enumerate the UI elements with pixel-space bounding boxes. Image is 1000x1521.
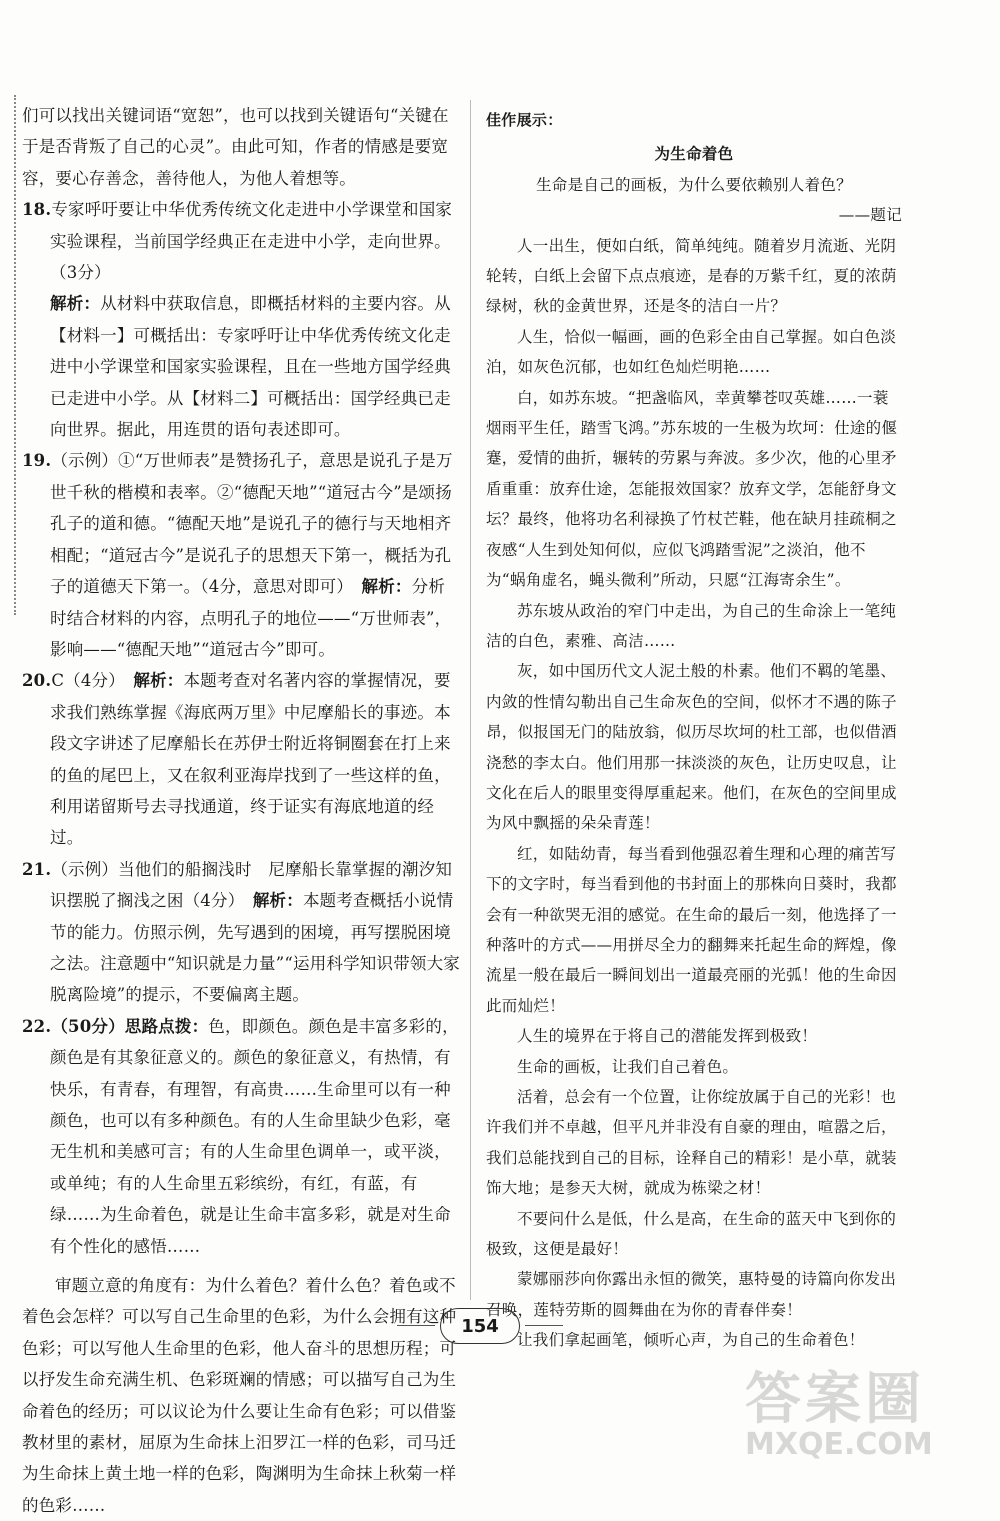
q18-analysis-text: 从材料中获取信息，即概括材料的主要内容。从【材料一】可概括出：专家呼吁让中华优秀传统文化走进中小学课堂和国家实验课程，且在一些地方国学经典已走进中小学。从【材料二】可概括出：国学经典已走向世界。据此，用连贯的语句表述即可。 bbox=[50, 294, 451, 440]
q19-label: 解析： bbox=[361, 577, 412, 597]
intro-paragraph: 们可以找出关键词语“宽恕”，也可以找到关键语句“关键在于是否背叛了自己的心灵”。由此可知，作者的情感是要宽容，要心存善念，善待他人，为他人着想等。 bbox=[22, 106, 449, 188]
q21-analysis-text: 本题考查概括小说情节的能力。仿照示例，先写遇到的困境，再写摆脱困境之法。注意题中“知识就是力量”“运用科学知识带领大家脱离险境”的提示，不要偏离主题。 bbox=[50, 891, 461, 1005]
epigraph-attribution: ——题记 bbox=[838, 206, 902, 225]
watermark-url: MXQE.COM bbox=[745, 1427, 933, 1462]
right-column bbox=[486, 105, 902, 1356]
q21-number: 21. bbox=[22, 859, 52, 879]
page-number: 154 bbox=[440, 1308, 520, 1344]
q18-number: 18. bbox=[22, 200, 52, 220]
q20-label: 解析： bbox=[133, 671, 184, 691]
q22-number: 22. bbox=[22, 1016, 52, 1036]
q22-score: （50分） bbox=[51, 1016, 125, 1036]
essay-paragraph: 苏东坡从政治的窄门中走出，为自己的生命涂上一笔纯洁的白色，素雅、高洁…… bbox=[486, 601, 897, 650]
left-column bbox=[22, 100, 460, 1521]
angle-paragraph: 审题立意的角度有：为什么着色？着什么色？着色或不着色会怎样？可以写自己生命里的色彩，为什么会拥有这种色彩；可以写他人生命里的色彩，他人奋斗的思想历程；可以抒发生命充满生机、色彩斑斓的情感；可以描写自己为生命着色的经历；可以议论为什么要让生命有色彩；可以借鉴教材里的素材，屈原为生命抹上汨罗江一样的色彩，司马迁为生命抹上黄土地一样的色彩，陶渊明为生命抹上秋菊一样的色彩…… bbox=[22, 1276, 457, 1515]
essay-paragraph: 白，如苏东坡。“把盏临风，幸黄攀苍叹英雄……一蓑烟雨平生任，踏雪飞鸿。”苏东坡的一生极为坎坷：仕途的偃蹇，爱情的曲折，辗转的劳累与奔波。多少次，他的心里矛盾重重：放弃仕途，怎能报效国家？放弃文学，怎能舒身文坛？最终，他将功名利禄换了竹杖芒鞋，他在缺月挂疏桐之夜感“人生到处知何似，应似飞鸿踏雪泥”之淡泊，他不为“蜗角虚名，蝇头微利”所动，只愿“江海寄余生”。 bbox=[486, 388, 898, 590]
essay-paragraph: 活着，总会有一个位置，让你绽放属于自己的光彩！也许我们并不卓越，但平凡并非没有自豪的理由，喧嚣之后，我们总能找到自己的目标，诠释自己的精彩！是小草，就装饰大地；是参天大树，就成为栋梁之材！ bbox=[486, 1088, 897, 1198]
watermark-logo-text: 答案圈 bbox=[745, 1367, 925, 1432]
column-divider bbox=[470, 100, 471, 1300]
essay-paragraph: 不要问什么是低，什么是高，在生命的蓝天中飞到你的极致，这便是最好！ bbox=[486, 1209, 897, 1259]
question-22 bbox=[22, 1011, 460, 1262]
essay-paragraph: 让我们拿起画笔，倾听心声，为自己的生命着色！ bbox=[517, 1331, 865, 1350]
binding-edge bbox=[0, 95, 16, 615]
watermark-logo bbox=[745, 1355, 985, 1465]
essay-paragraph: 生命的画板，让我们自己着色。 bbox=[517, 1057, 739, 1076]
essay-paragraph: 蒙娜丽莎向你露出永恒的微笑，惠特曼的诗篇向你发出召唤，莲特劳斯的圆舞曲在为你的青春伴奏！ bbox=[486, 1270, 897, 1319]
showcase-heading: 佳作展示： bbox=[486, 111, 563, 129]
q20-answer: C（4分） bbox=[51, 671, 117, 691]
q21-answer: （示例）当他们的船搁浅时 尼摩船长靠掌握的潮汐知识摆脱了搁浅之困（4分） bbox=[50, 859, 453, 911]
question-18 bbox=[22, 194, 460, 288]
q18-answer: 专家呼吁要让中华优秀传统文化走进中小学课堂和国家实验课程，当前国学经典正在走进中小学，走向世界。（3分） bbox=[50, 200, 453, 283]
q19-analysis-text: 分析时结合材料的内容，点明孔子的地位——“万世师表”，影响——“德配天地”“道冠古今”即可。 bbox=[50, 577, 452, 659]
q22-analysis-text: 色，即颜色。颜色是丰富多彩的，颜色是有其象征意义的。颜色的象征意义，有热情，有快乐，有青春，有理智，有高贵……生命里可以有一种颜色，也可以有多种颜色。有的人生命里缺少色彩，毫无生机和美感可言；有的人生命里色调单一，或平淡，或单纯；有的人生命里五彩缤纷，有红，有蓝，有绿……为生命着色，就是让生命丰富多彩，就是对生命有个性化的感悟…… bbox=[50, 1016, 459, 1256]
q22-label: 思路点拨： bbox=[124, 1016, 209, 1036]
q20-analysis-text: 本题考查对名著内容的掌握情况，要求我们熟练掌握《海底两万里》中尼摩船长的事迹。本段文字讲述了尼摩船长在苏伊士附近将铜圈套在打上来的鱼的尾巴上，又在叙利亚海岸找到了一些这样的鱼，利用诺留斯号去寻找通道，终于证实有海底地道的经过。 bbox=[50, 671, 451, 848]
essay-title: 为生命着色 bbox=[654, 145, 734, 164]
essay-paragraph: 灰，如中国历代文人泥土般的朴素。他们不羁的笔墨、内敛的性情勾勒出自己生命灰色的空间，似怀才不遇的陈子昂，似报国无门的陆放翁，似历尽坎坷的杜工部，也似借酒浇愁的李太白。他们用那一抹淡淡的灰色，让历史叹息，让文化在后人的眼里变得厚重起来。他们，在灰色的空间里成为风中飘摇的朵朵青莲！ bbox=[486, 662, 897, 833]
q19-number: 19. bbox=[22, 451, 52, 471]
q18-label: 解析： bbox=[50, 294, 101, 314]
q18-analysis bbox=[22, 288, 460, 445]
q21-label: 解析： bbox=[252, 891, 303, 911]
essay-paragraph: 人生的境界在于将自己的潜能发挥到极致！ bbox=[517, 1027, 818, 1046]
question-19 bbox=[22, 445, 460, 665]
q20-number: 20. bbox=[22, 671, 52, 691]
essay-paragraph: 红，如陆幼青，每当看到他强忍着生理和心理的痛苦写下的文字时，每当看到他的书封面上的那株向日葵时，我都会有一种欲哭无泪的感觉。在生命的最后一刻，他选择了一种落叶的方式——用拼尽全力的翻舞来托起生命的辉煌，像流星一般在最后一瞬间划出一道最亮丽的光弧！他的生命因此而灿烂！ bbox=[486, 844, 897, 1015]
essay-paragraph: 人一出生，便如白纸，简单纯纯。随着岁月流逝、光阴轮转，白纸上会留下点点痕迹，是春的万紫千红，夏的浓荫绿树，秋的金黄世界，还是冬的洁白一片？ bbox=[486, 236, 897, 316]
question-20 bbox=[22, 665, 460, 853]
essay-epigraph: 生命是自己的画板，为什么要依赖别人着色？ bbox=[535, 175, 852, 194]
question-21 bbox=[22, 854, 460, 1011]
q19-answer: （示例）①“万世师表”是赞扬孔子，意思是说孔子是万世千秋的楷模和表率。②“德配天地”“道冠古今”是颂扬孔子的道和德。“德配天地”是说孔子的德行与天地相齐相配；“道冠古今”是说孔子的思想天下第一，概括为孔子的道德天下第一。（4分，意思对即可） bbox=[50, 451, 453, 597]
essay-paragraph: 人生，恰似一幅画，画的色彩全由自己掌握。如白色淡泊，如灰色沉郁，也如红色灿烂明艳…… bbox=[486, 327, 897, 377]
